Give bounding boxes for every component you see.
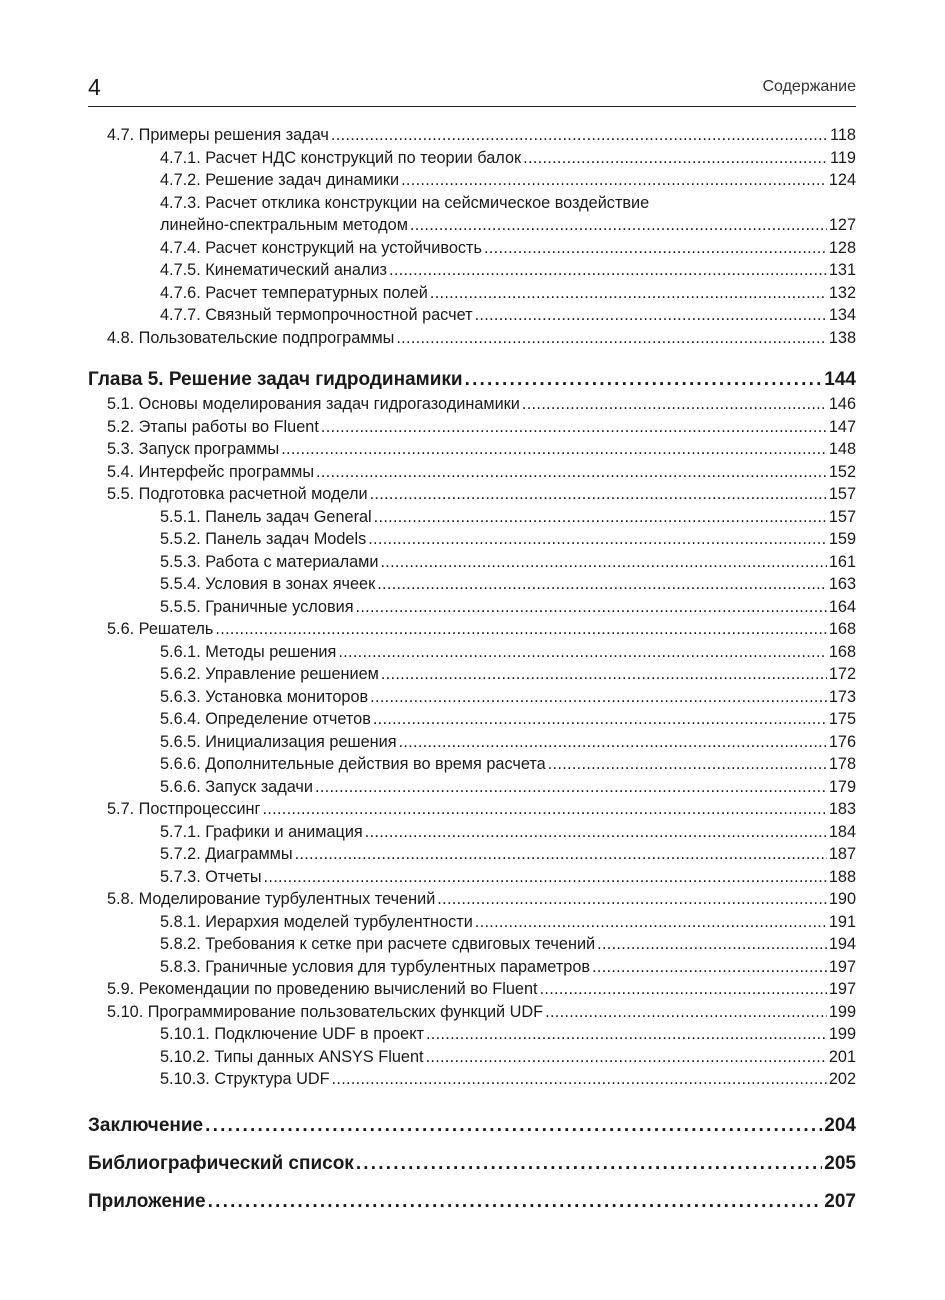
toc-chapter-5[interactable] — [88, 367, 856, 393]
toc-entry-5-5-2[interactable] — [88, 528, 856, 551]
dot-leader — [475, 304, 827, 327]
toc-entry-page: 199 — [828, 1025, 856, 1043]
toc-entry-title: 5.8.2. Требования к сетке при расчете сдвиговых течений — [160, 935, 596, 953]
toc-entry-page: 183 — [828, 800, 856, 818]
toc-chapter-page: 205 — [824, 1152, 856, 1174]
dot-leader — [465, 367, 823, 393]
toc-entry-title: 5.6.6. Дополнительные действия во время расчета — [160, 755, 546, 773]
toc-entry-5-5-4[interactable] — [88, 573, 856, 596]
toc-entry-title: 5.5. Подготовка расчетной модели — [107, 485, 368, 503]
toc-entry-4-7[interactable] — [88, 124, 856, 147]
toc-entry-page: 168 — [828, 642, 856, 661]
dot-leader — [522, 393, 827, 416]
toc-entry-title: 4.7.6. Расчет температурных полей — [160, 283, 428, 302]
page-number: 4 — [88, 74, 101, 100]
toc-entry-title: 5.6.5. Инициализация решения — [160, 732, 397, 751]
toc-entry-page: 194 — [828, 935, 856, 953]
toc-entry-5-7[interactable] — [88, 798, 856, 821]
dot-leader — [540, 978, 827, 1001]
dot-leader — [399, 731, 827, 754]
toc-entry-page: 164 — [828, 597, 856, 616]
toc-entry-5-9[interactable] — [88, 978, 856, 1001]
dot-leader — [338, 641, 826, 664]
dot-leader — [331, 124, 828, 147]
toc-entry-5-10-3[interactable] — [88, 1068, 856, 1091]
toc-entry-page: 201 — [828, 1047, 856, 1066]
toc-entry-page: 163 — [828, 575, 856, 593]
toc-entry-4-7-3[interactable] — [88, 192, 856, 237]
toc-entry-title: 5.10.1. Подключение UDF в проект — [160, 1025, 424, 1043]
toc-entry-page: 188 — [828, 867, 856, 886]
toc-entry-5-1[interactable] — [88, 393, 856, 416]
toc-entry-title: 4.7.5. Кинематический анализ — [160, 261, 387, 279]
toc-entry-page: 128 — [828, 238, 856, 257]
toc-entry-page: 157 — [828, 485, 856, 503]
toc-entry-page: 173 — [828, 687, 856, 706]
toc-entry-4-7-7[interactable] — [88, 304, 856, 327]
toc-entry-5-10[interactable] — [88, 1001, 856, 1024]
toc-entry-5-2[interactable] — [88, 416, 856, 439]
toc-entry-5-7-1[interactable] — [88, 821, 856, 844]
toc-entry-5-6-6a[interactable] — [88, 753, 856, 776]
dot-leader — [370, 686, 827, 709]
toc-entry-page: 147 — [828, 417, 856, 436]
toc-entry-page: 175 — [828, 710, 856, 728]
dot-leader — [426, 1023, 827, 1046]
dot-leader — [315, 776, 827, 799]
dot-leader — [356, 596, 827, 619]
dot-leader — [389, 259, 827, 282]
dot-leader — [370, 483, 827, 506]
toc-entry-title: 5.10.2. Типы данных ANSYS Fluent — [160, 1047, 424, 1066]
toc-entry-page: 118 — [830, 126, 856, 144]
toc-entry-page: 127 — [828, 216, 856, 234]
toc-entry-title: 5.5.4. Условия в зонах ячеек — [160, 575, 376, 593]
toc-entry-title: 5.3. Запуск программы — [107, 440, 280, 458]
toc-entry-title: 5.7.3. Отчеты — [160, 867, 262, 886]
toc-entry-5-6-4[interactable] — [88, 708, 856, 731]
toc-entry-page: 157 — [828, 507, 856, 526]
dot-leader — [430, 282, 827, 305]
toc-chapter-title: Библиографический список — [88, 1152, 354, 1174]
toc-entry-page: 202 — [828, 1070, 856, 1088]
dot-leader — [374, 506, 827, 529]
toc-entry-title: 5.6.4. Определение отчетов — [160, 710, 371, 728]
toc-entry-title: 5.1. Основы моделирования задач гидрогазодинамики — [107, 395, 520, 413]
toc-entry-5-5-1[interactable] — [88, 506, 856, 529]
toc-entry-5-8-2[interactable] — [88, 933, 856, 956]
toc-entry-page: 172 — [828, 665, 856, 683]
toc-entry-4-7-1[interactable] — [88, 147, 856, 170]
toc-entry-title: 4.7.7. Связный термопрочностной расчет — [160, 306, 473, 324]
dot-leader — [215, 618, 826, 641]
toc-entry-page: 161 — [828, 552, 856, 571]
toc-entry-page: 187 — [828, 845, 856, 863]
dot-leader — [410, 214, 827, 237]
dot-leader — [264, 866, 827, 889]
toc-chapter-title: Приложение — [88, 1190, 206, 1212]
toc-entry-page: 159 — [828, 530, 856, 548]
toc-entry-page: 146 — [828, 395, 856, 413]
toc-entry-title: 5.7.2. Диаграммы — [160, 845, 293, 863]
toc-entry-title: 5.6. Решатель — [107, 620, 214, 638]
toc-entry-5-8[interactable] — [88, 888, 856, 911]
toc-entry-page: 176 — [828, 732, 856, 751]
toc-entry-title: 5.5.3. Работа с материалами — [160, 552, 379, 571]
dot-leader — [401, 169, 827, 192]
toc-entry-title: 5.10. Программирование пользовательских функций UDF — [107, 1002, 544, 1021]
dot-leader — [368, 528, 827, 551]
dot-leader — [381, 663, 827, 686]
toc-entry-5-6-3[interactable] — [88, 686, 856, 709]
toc-entry-title-line1: 4.7.3. Расчет отклика конструкции на сейсмическое воздействие — [160, 193, 650, 212]
toc-entry-4-7-5[interactable] — [88, 259, 856, 282]
table-of-contents — [88, 124, 856, 1215]
toc-bibliography[interactable] — [88, 1151, 856, 1177]
toc-entry-title: 5.6.6. Запуск задачи — [160, 777, 314, 796]
dot-leader — [356, 1151, 822, 1177]
toc-entry-4-8[interactable] — [88, 327, 856, 350]
toc-entry-page: 197 — [828, 980, 856, 998]
toc-entry-title: 5.9. Рекомендации по проведению вычислений во Fluent — [107, 980, 538, 998]
toc-entry-page: 199 — [828, 1002, 856, 1021]
toc-entry-5-3[interactable] — [88, 438, 856, 461]
toc-entry-5-7-2[interactable] — [88, 843, 856, 866]
dot-leader — [484, 237, 827, 260]
dot-leader — [321, 416, 827, 439]
toc-entry-page: 131 — [828, 261, 856, 279]
toc-entry-page: 168 — [828, 620, 856, 638]
toc-entry-title: 5.7. Постпроцессинг — [107, 800, 261, 818]
toc-entry-page: 191 — [828, 912, 856, 931]
toc-entry-5-8-3[interactable] — [88, 956, 856, 979]
toc-entry-5-5-3[interactable] — [88, 551, 856, 574]
dot-leader — [295, 843, 827, 866]
dot-leader — [316, 461, 827, 484]
toc-entry-title: 4.7.2. Решение задач динамики — [160, 171, 400, 189]
toc-entry-5-7-3[interactable] — [88, 866, 856, 889]
toc-chapter-title: Заключение — [88, 1114, 204, 1136]
toc-entry-5-4[interactable] — [88, 461, 856, 484]
toc-entry-5-6-5[interactable] — [88, 731, 856, 754]
dot-leader — [426, 1046, 827, 1069]
toc-entry-5-10-2[interactable] — [88, 1046, 856, 1069]
toc-conclusion[interactable] — [88, 1113, 856, 1139]
toc-entry-title: 4.7.4. Расчет конструкций на устойчивость — [160, 238, 482, 257]
toc-entry-page: 152 — [828, 462, 856, 481]
dot-leader — [377, 573, 827, 596]
toc-entry-5-6-2[interactable] — [88, 663, 856, 686]
toc-entry-title: 5.8.3. Граничные условия для турбулентных параметров — [160, 957, 591, 976]
toc-entry-page: 190 — [828, 890, 856, 908]
toc-entry-title: 5.6.1. Методы решения — [160, 642, 337, 661]
toc-entry-title: 4.7. Примеры решения задач — [107, 126, 329, 144]
toc-entry-4-7-6[interactable] — [88, 282, 856, 305]
dot-leader — [281, 438, 827, 461]
toc-chapter-page: 207 — [824, 1190, 856, 1212]
toc-entry-page: 178 — [828, 755, 856, 773]
toc-entry-title: 5.5.5. Граничные условия — [160, 597, 354, 616]
toc-entry-page: 197 — [828, 957, 856, 976]
toc-entry-title: 4.8. Пользовательские подпрограммы — [107, 328, 395, 347]
toc-entry-title: 5.6.2. Управление решением — [160, 665, 379, 683]
toc-entry-5-5-5[interactable] — [88, 596, 856, 619]
toc-entry-title: 5.5.2. Панель задач Models — [160, 530, 367, 548]
toc-entry-title-line2: линейно-спектральным методом — [160, 216, 408, 234]
dot-leader — [592, 956, 827, 979]
toc-entry-title: 5.7.1. Графики и анимация — [160, 822, 363, 841]
toc-entry-title: 5.8. Моделирование турбулентных течений — [107, 890, 436, 908]
toc-chapter-page: 144 — [824, 369, 856, 390]
toc-entry-page: 184 — [828, 822, 856, 841]
toc-entry-page: 134 — [828, 306, 856, 324]
toc-chapter-title: Глава 5. Решение задач гидродинамики — [88, 369, 463, 390]
dot-leader — [545, 1001, 827, 1024]
page-header — [88, 74, 856, 107]
toc-entry-title: 5.4. Интерфейс программы — [107, 462, 315, 481]
dot-leader — [208, 1189, 823, 1215]
dot-leader — [523, 147, 828, 170]
toc-entry-5-6[interactable] — [88, 618, 856, 641]
dot-leader — [597, 933, 827, 956]
dot-leader — [380, 551, 826, 574]
toc-entry-title: 5.10.3. Структура UDF — [160, 1070, 330, 1088]
toc-entry-title: 5.5.1. Панель задач General — [160, 507, 372, 526]
toc-entry-5-6-1[interactable] — [88, 641, 856, 664]
toc-entry-title: 5.2. Этапы работы во Fluent — [107, 417, 319, 436]
toc-entry-page: 124 — [828, 171, 856, 189]
toc-entry-5-5[interactable] — [88, 483, 856, 506]
toc-appendix[interactable] — [88, 1189, 856, 1215]
dot-leader — [548, 753, 827, 776]
toc-entry-4-7-2[interactable] — [88, 169, 856, 192]
toc-entry-page: 119 — [830, 148, 856, 167]
toc-entry-5-6-6b[interactable] — [88, 776, 856, 799]
toc-entry-page: 132 — [828, 283, 856, 302]
dot-leader — [262, 798, 826, 821]
running-title: Содержание — [762, 78, 856, 95]
toc-entry-page: 148 — [828, 440, 856, 458]
toc-entry-page: 179 — [828, 777, 856, 796]
dot-leader — [373, 708, 827, 731]
toc-entry-title: 5.6.3. Установка мониторов — [160, 687, 369, 706]
dot-leader — [205, 1113, 822, 1139]
toc-entry-page: 138 — [828, 328, 856, 347]
toc-chapter-page: 204 — [824, 1114, 856, 1136]
toc-entry-title: 4.7.1. Расчет НДС конструкций по теории балок — [160, 148, 522, 167]
toc-entry-title: 5.8.1. Иерархия моделей турбулентности — [160, 912, 473, 931]
toc-entry-5-8-1[interactable] — [88, 911, 856, 934]
toc-entry-5-10-1[interactable] — [88, 1023, 856, 1046]
toc-entry-4-7-4[interactable] — [88, 237, 856, 260]
dot-leader — [365, 821, 827, 844]
dot-leader — [332, 1068, 827, 1091]
dot-leader — [437, 888, 827, 911]
dot-leader — [396, 327, 826, 350]
dot-leader — [475, 911, 827, 934]
